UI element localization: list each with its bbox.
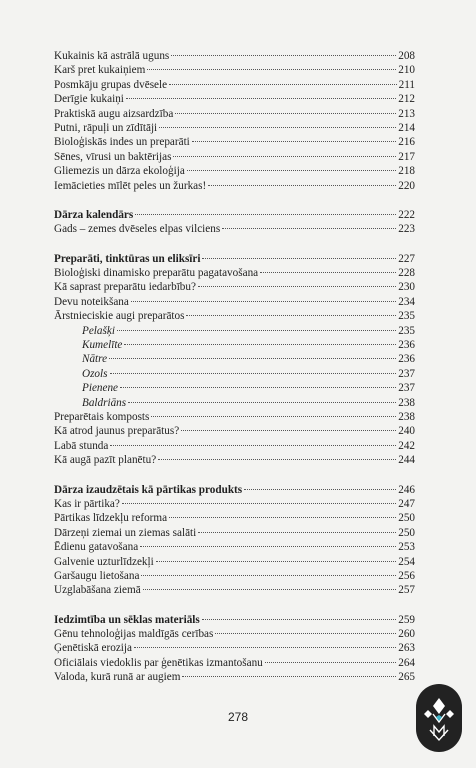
dot-leader	[128, 402, 396, 403]
toc-entry-title: Oficiālais viedoklis par ģenētikas izmantošanu	[54, 656, 263, 669]
toc-entry-title: Preparāti, tinktūras un eliksīri	[54, 252, 201, 265]
toc-entry	[54, 641, 415, 655]
toc-entry-page: 247	[398, 497, 415, 510]
toc-entry-title: Ozols	[82, 367, 108, 380]
dot-leader	[159, 127, 396, 128]
toc-entry-title: Devu noteikšana	[54, 295, 129, 308]
dot-leader	[187, 170, 396, 171]
toc-entry-title: Sēnes, vīrusi un baktērijas	[54, 150, 172, 163]
toc-entry	[54, 410, 415, 424]
toc-entry	[54, 555, 415, 569]
toc-entry-title: Gads – zemes dvēseles elpas vilciens	[54, 223, 221, 236]
toc-entry-title: Derīgie kukaiņi	[54, 93, 124, 106]
dot-leader	[134, 647, 396, 648]
toc-entry	[54, 49, 415, 63]
toc-entry-page: 211	[398, 78, 415, 91]
toc-entry	[54, 569, 415, 583]
dot-leader	[110, 445, 396, 446]
toc-entry	[54, 670, 415, 684]
toc-entry	[54, 295, 415, 309]
toc-entry-title: Dārza kalendārs	[54, 208, 134, 221]
dot-leader	[198, 532, 396, 533]
dot-leader	[169, 517, 396, 518]
toc-entry-page: 257	[398, 584, 415, 597]
toc-entry-page: 222	[398, 208, 415, 221]
toc-entry-title: Kā augā pazīt planētu?	[54, 454, 157, 467]
toc-entry-title: Pelašķi	[82, 324, 115, 337]
dot-leader	[156, 561, 397, 562]
dot-leader	[192, 141, 396, 142]
toc-entry-title: Gēnu tehnoloģijas maldīgās cerības	[54, 628, 214, 641]
toc-entry-page: 253	[398, 541, 415, 554]
dot-leader	[198, 286, 396, 287]
toc-entry	[54, 540, 415, 554]
toc-entry-page: 250	[398, 526, 415, 539]
toc-entry-title: Putni, rāpuļi un zīdītāji	[54, 121, 158, 134]
toc-entry-title: Posmkāju grupas dvēsele	[54, 78, 168, 91]
dot-leader	[109, 358, 396, 359]
dot-leader	[147, 69, 396, 70]
toc-entry	[54, 439, 415, 453]
toc-entry-page: 216	[398, 136, 415, 149]
dot-leader	[151, 416, 396, 417]
toc-entry-page: 250	[398, 512, 415, 525]
toc-entry	[54, 92, 415, 106]
toc-entry	[54, 107, 415, 121]
toc-entry	[54, 266, 415, 280]
toc-entry	[54, 381, 415, 395]
dot-leader	[120, 387, 396, 388]
publisher-emblem-icon	[416, 684, 462, 752]
dot-leader	[244, 489, 396, 490]
toc-entry	[54, 78, 415, 92]
toc-entry-title: Bioloģiski dinamisko preparātu pagatavošana	[54, 267, 259, 280]
toc-entry-title: Valoda, kurā runā ar augiem	[54, 671, 181, 684]
toc-entry	[54, 222, 415, 236]
toc-entry-page: 234	[398, 295, 415, 308]
dot-leader	[124, 344, 396, 345]
toc-entry	[54, 324, 415, 338]
toc-entry-title: Uzglabāšana ziemā	[54, 584, 141, 597]
toc-entry-page: 260	[398, 628, 415, 641]
toc-entry-title: Garšaugu lietošana	[54, 569, 140, 582]
toc-entry	[54, 63, 415, 77]
dot-leader	[140, 546, 396, 547]
toc-entry-page: 214	[398, 121, 415, 134]
page-number: 278	[227, 710, 249, 724]
toc-entry-page: 254	[398, 555, 415, 568]
dot-leader	[158, 459, 396, 460]
toc-entry	[54, 164, 415, 178]
toc-entry-page: 246	[398, 483, 415, 496]
toc-entry-page: 265	[398, 671, 415, 684]
toc-entry-page: 218	[398, 165, 415, 178]
toc-entry-title: Kā atrod jaunus preparātus?	[54, 425, 180, 438]
toc-entry-title: Pienene	[82, 382, 119, 395]
dot-leader	[202, 258, 396, 259]
toc-entry-title: Nātre	[82, 353, 108, 366]
toc-entry-title: Kas ir pārtika?	[54, 497, 120, 510]
toc-entry	[54, 583, 415, 597]
toc-entry-title: Karš pret kukaiņiem	[54, 64, 146, 77]
toc-entry-title: Iemācieties mīlēt peles un žurkas!	[54, 179, 207, 192]
dot-leader	[182, 676, 396, 677]
dot-leader	[143, 589, 397, 590]
toc-entry	[54, 150, 415, 164]
toc-entry	[54, 526, 415, 540]
toc-entry-title: Ārstnieciskie augi preparātos	[54, 310, 185, 323]
toc-entry-page: 235	[398, 324, 415, 337]
toc-entry-page: 264	[398, 656, 415, 669]
toc-entry-title: Kumelīte	[82, 339, 123, 352]
toc-entry	[54, 179, 415, 193]
dot-leader	[110, 373, 397, 374]
toc-entry-title: Baldriāns	[82, 396, 127, 409]
toc-entry-page: 210	[398, 64, 415, 77]
dot-leader	[135, 214, 396, 215]
dot-leader	[222, 228, 396, 229]
toc-entry-title: Galvenie uzturlīdzekļi	[54, 555, 154, 568]
toc-entry	[54, 656, 415, 670]
toc-entry-page: 230	[398, 281, 415, 294]
toc-entry	[54, 135, 415, 149]
toc-entry	[54, 453, 415, 467]
toc-entry-title: Kā saprast preparātu iedarbību?	[54, 281, 196, 294]
toc-entry-page: 242	[398, 439, 415, 452]
toc-entry-title: Gliemezis un dārza ekoloģija	[54, 165, 185, 178]
dot-leader	[215, 633, 396, 634]
toc-entry-page: 217	[398, 150, 415, 163]
toc-entry-page: 259	[398, 613, 415, 626]
dot-leader	[175, 113, 396, 114]
toc-entry-title: Pārtikas līdzekļu reforma	[54, 512, 168, 525]
toc-entry-page: 223	[398, 223, 415, 236]
dot-leader	[208, 185, 396, 186]
toc-entry-page: 256	[398, 569, 415, 582]
toc-entry	[54, 483, 415, 497]
toc-entry-title: Dārzeņi ziemai un ziemas salāti	[54, 526, 197, 539]
toc-entry	[54, 252, 415, 266]
toc-entry-title: Kukainis kā astrālā uguns	[54, 50, 170, 62]
dot-leader	[171, 55, 396, 56]
table-of-contents	[54, 49, 415, 685]
toc-entry-title: Ēdienu gatavošana	[54, 541, 139, 554]
dot-leader	[122, 503, 396, 504]
dot-leader	[202, 619, 396, 620]
toc-entry-page: 220	[398, 179, 415, 192]
toc-entry-title: Iedzimtība un sēklas materiāls	[54, 613, 200, 626]
toc-entry-page: 235	[398, 310, 415, 323]
dot-leader	[186, 315, 396, 316]
toc-entry	[54, 352, 415, 366]
toc-entry-title: Bioloģiskās indes un preparāti	[54, 136, 190, 149]
toc-entry-page: 263	[398, 642, 415, 655]
toc-entry-title: Labā stunda	[54, 439, 109, 452]
toc-entry-title: Dārza izaudzētais kā pārtikas produkts	[54, 483, 243, 496]
toc-entry-page: 237	[398, 382, 415, 395]
toc-entry-title: Praktiskā augu aizsardzība	[54, 107, 174, 120]
toc-entry-page: 240	[398, 425, 415, 438]
toc-entry	[54, 396, 415, 410]
toc-entry	[54, 613, 415, 627]
toc-entry	[54, 511, 415, 525]
toc-entry	[54, 367, 415, 381]
toc-entry-title: Preparētais komposts	[54, 410, 150, 423]
toc-entry-page: 237	[398, 367, 415, 380]
dot-leader	[141, 575, 396, 576]
toc-entry-page: 238	[398, 396, 415, 409]
toc-entry-page: 227	[398, 252, 415, 265]
dot-leader	[173, 156, 396, 157]
toc-entry-page: 236	[398, 353, 415, 366]
toc-entry-page: 212	[398, 93, 415, 106]
toc-entry	[54, 309, 415, 323]
toc-entry	[54, 338, 415, 352]
toc-entry	[54, 424, 415, 438]
dot-leader	[126, 98, 396, 99]
dot-leader	[117, 330, 396, 331]
toc-entry-page: 228	[398, 267, 415, 280]
toc-entry	[54, 208, 415, 222]
toc-entry-title: Ģenētiskā erozija	[54, 642, 132, 655]
dot-leader	[169, 84, 397, 85]
dot-leader	[131, 301, 396, 302]
toc-entry	[54, 497, 415, 511]
dot-leader	[260, 272, 396, 273]
toc-entry	[54, 121, 415, 135]
toc-entry-page: 238	[398, 410, 415, 423]
toc-entry	[54, 280, 415, 294]
toc-entry-page: 213	[398, 107, 415, 120]
toc-entry-page: 208	[398, 50, 415, 62]
toc-entry-page: 236	[398, 339, 415, 352]
dot-leader	[265, 662, 396, 663]
dot-leader	[181, 430, 396, 431]
toc-entry	[54, 627, 415, 641]
toc-entry-page: 244	[398, 454, 415, 467]
